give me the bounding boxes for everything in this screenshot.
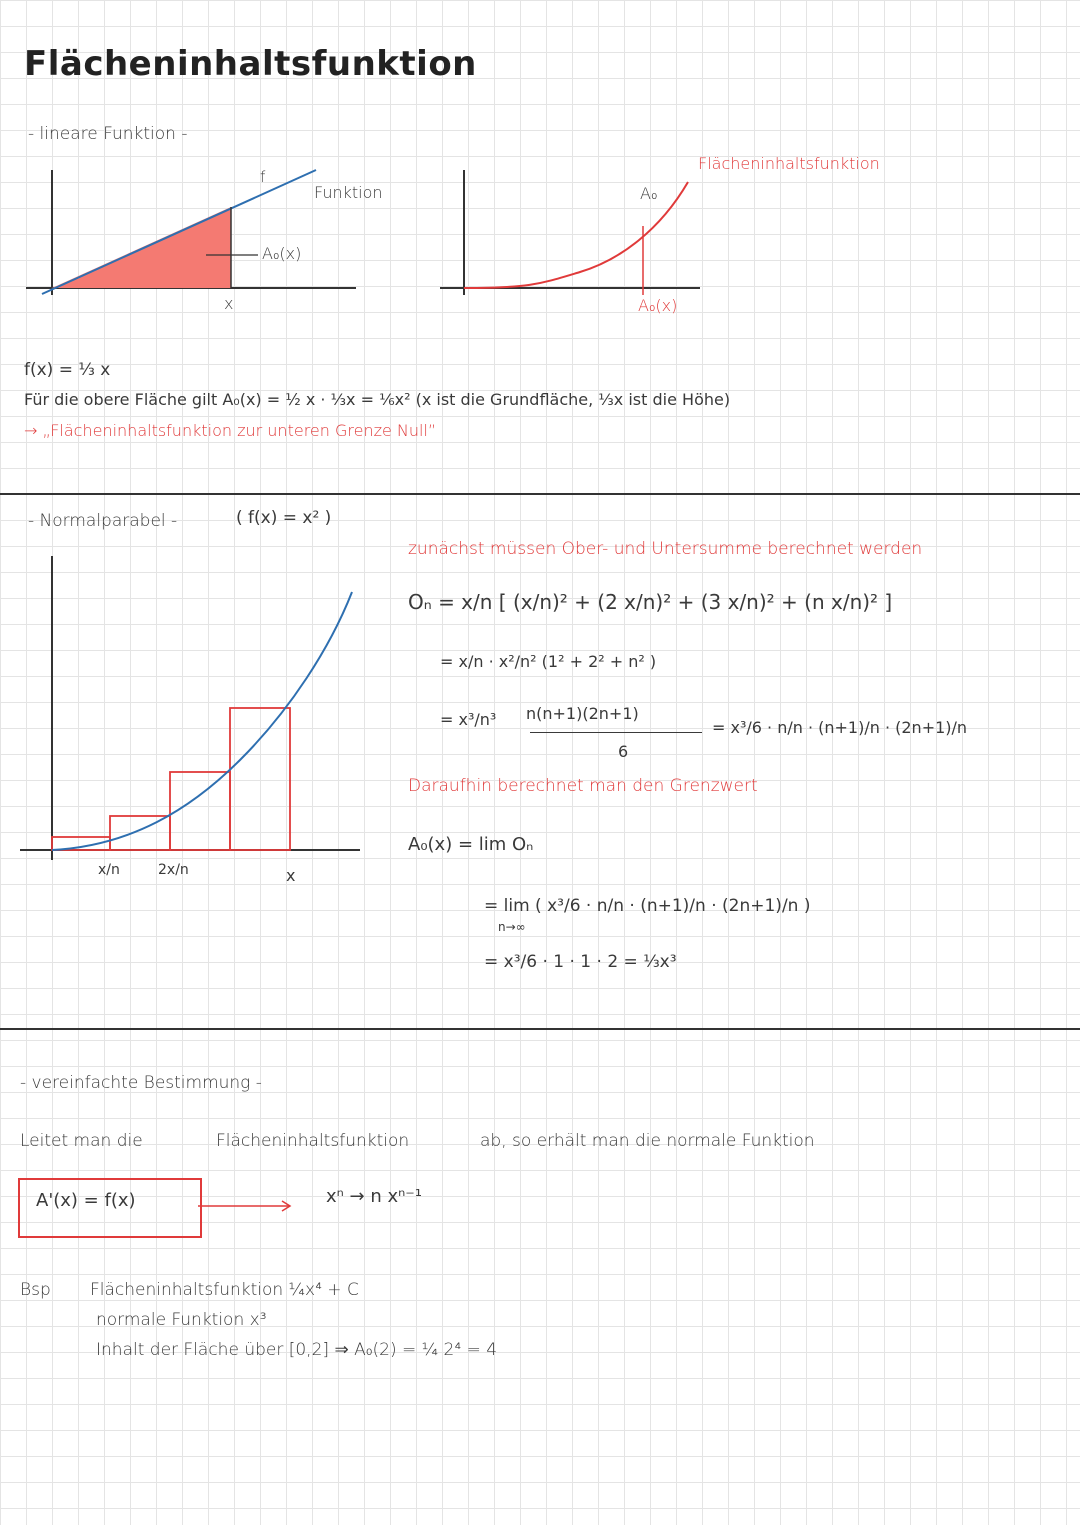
arrow-to-rule [198,1198,298,1218]
label-area-a0x: A₀(x) [262,244,302,263]
boxed-formula: A'(x) = f(x) [36,1190,136,1211]
area-under-line [52,207,231,288]
formula-step2-left: = x³/n³ [440,710,497,729]
section-linear-heading: - lineare Funktion - [28,124,188,144]
section-simplified-heading: - vereinfachte Bestimmung - [20,1073,262,1093]
label-f: f [260,168,266,186]
fraction-bar [530,732,702,733]
label-a0: A₀ [640,184,658,203]
example-line-2: normale Funktion x³ [96,1310,267,1330]
label-a0x-2: A₀(x) [638,296,678,315]
parabola-graph [20,548,380,888]
formula-result: = x³/6 · 1 · 1 · 2 = ⅓x³ [484,952,677,972]
section-parabel-fx: ( f(x) = x² ) [236,508,332,528]
label-x: x [224,294,234,313]
formula-on: Oₙ = x/n [ (x/n)² + (2 x/n)² + (3 x/n)² + (n x/n)² ] [408,590,893,614]
formula-a0-linear: Für die obere Fläche gilt A₀(x) = ½ x · ⅓x = ⅙x² (x ist die Grundfläche, ⅓x ist die Höhe) [24,390,731,409]
formula-fx: f(x) = ⅓ x [24,360,111,380]
upper-sum-rectangles [52,708,290,850]
section-parabel-heading: - Normalparabel - [28,511,178,531]
note-untere-grenze: → „Flächeninhaltsfunktion zur unteren Grenze Null” [24,421,437,440]
formula-step2-right: = x³/6 · n/n · (n+1)/n · (2n+1)/n [712,718,968,737]
separator-1 [0,493,1080,495]
parabola-curve [52,592,352,850]
example-line-1: Flächeninhaltsfunktion ¼x⁴ + C [90,1280,359,1300]
label-funktion: Funktion [314,183,383,202]
formula-lim-sub: n→∞ [498,920,526,934]
example-line-3: Inhalt der Fläche über [0,2] ⇒ A₀(2) = ¼ 2⁴ = 4 [96,1340,498,1360]
sentence-part-a: Leitet man die [20,1131,143,1151]
label-flaechen: Flächeninhaltsfunktion [698,154,880,173]
formula-lim-line: = lim ( x³/6 · n/n · (n+1)/n · (2n+1)/n ) [484,896,811,916]
label-x-over-n: x/n [98,862,120,878]
label-2x-over-n: 2x/n [158,862,189,878]
intro-ober-untersumme: zunächst müssen Ober- und Untersumme berechnet werden [408,539,923,559]
label-x-axis: x [286,866,296,885]
separator-2 [0,1028,1080,1030]
formula-step2-num: n(n+1)(2n+1) [526,704,639,723]
formula-step2-den: 6 [618,742,629,761]
sentence-part-b: Flächeninhaltsfunktion [216,1131,410,1151]
area-function-graph [440,160,720,320]
formula-a0-lim: A₀(x) = lim Oₙ [408,834,534,855]
sentence-part-c: ab, so erhält man die normale Funktion [480,1131,815,1151]
bsp-label: Bsp [20,1280,51,1300]
power-rule: xⁿ → n xⁿ⁻¹ [326,1186,423,1207]
daraufhin-grenzwert: Daraufhin berechnet man den Grenzwert [408,776,758,796]
formula-step1: = x/n · x²/n² (1² + 2² + n² ) [440,652,657,671]
page-title: Flächeninhaltsfunktion [24,44,477,84]
